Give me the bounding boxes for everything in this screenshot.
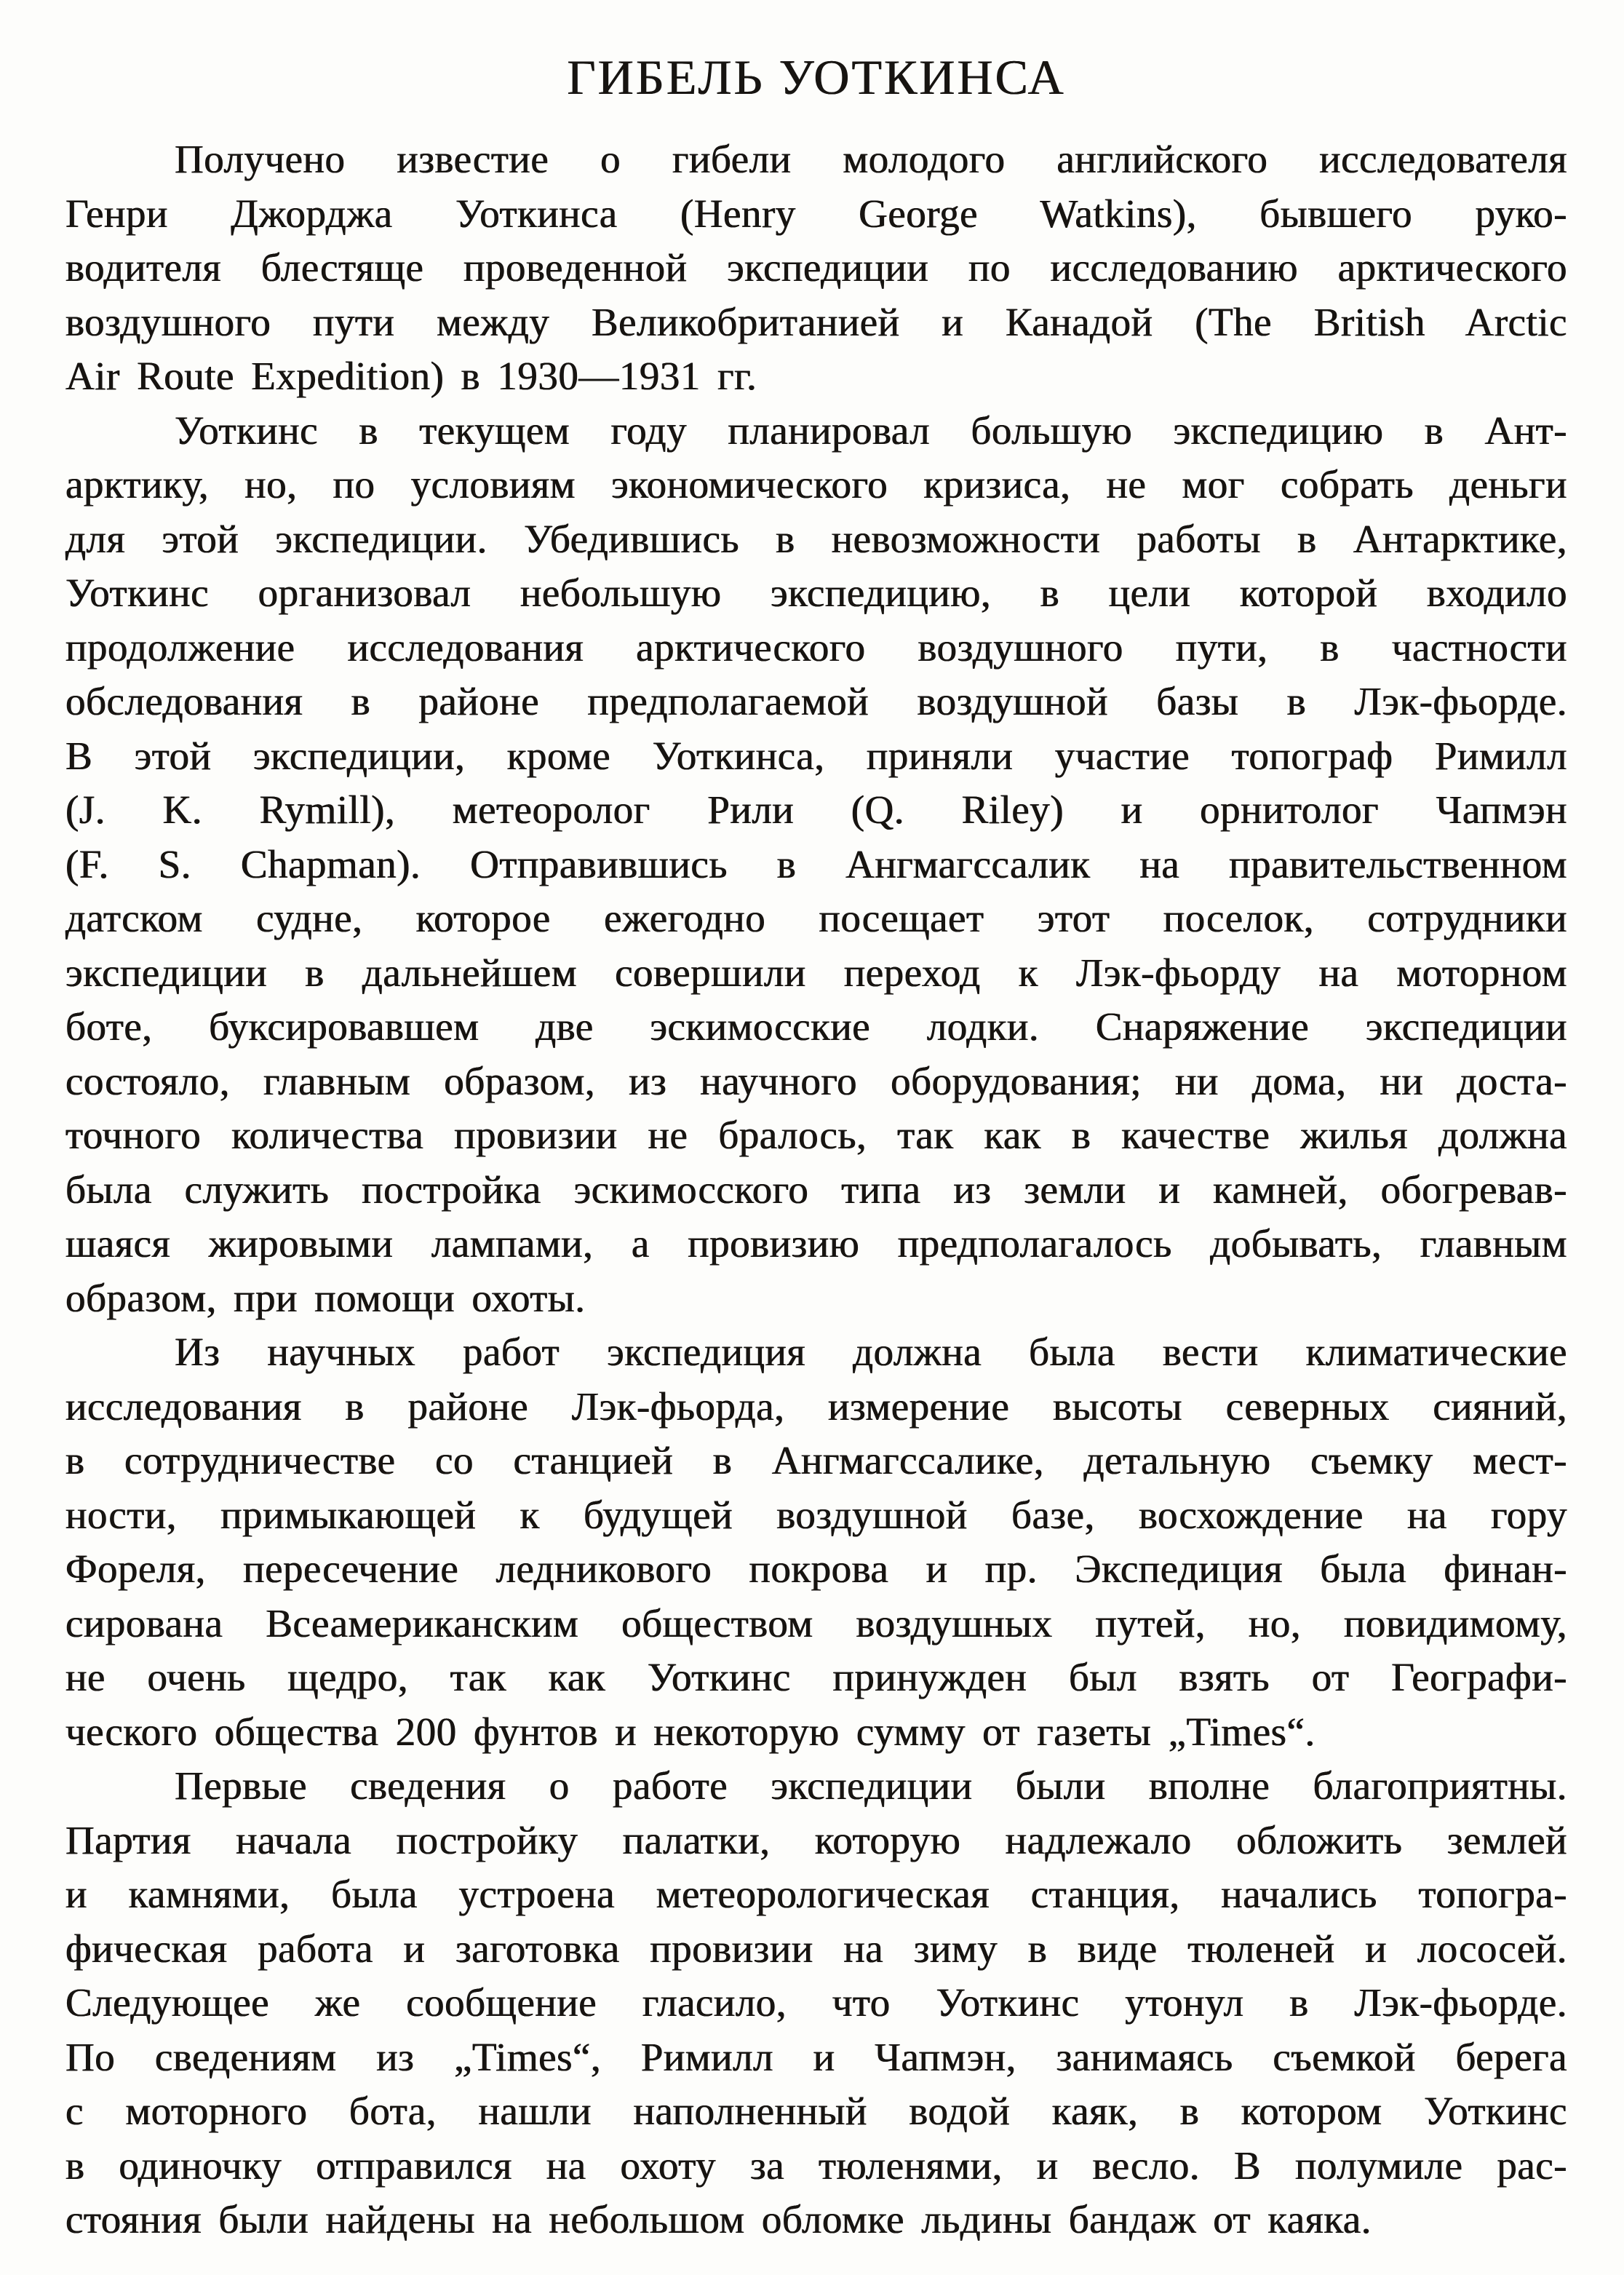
text-line: и камнями, была устроена метеорологическая станция, начались топогра- bbox=[65, 1872, 1567, 1916]
text-line: образом, при помощи охоты. bbox=[65, 1275, 586, 1320]
text-line: (J. K. Rymill), метеоролог Рили (Q. Riley) и орнитолог Чапмэн bbox=[65, 787, 1567, 832]
paragraph bbox=[65, 1759, 1567, 2247]
text-line: точного количества провизии не бралось, так как в качестве жилья должна bbox=[65, 1113, 1567, 1157]
paragraph bbox=[65, 132, 1567, 404]
page-title: ГИБЕЛЬ УОТКИНСА bbox=[567, 49, 1066, 105]
text-line: Первые сведения о работе экспедиции были вполне благоприятны. bbox=[175, 1763, 1567, 1808]
text-line: (F. S. Chapman). Отправившись в Ангмагссалик на правительственном bbox=[65, 841, 1567, 886]
text-line: экспедиции в дальнейшем совершили переход к Лэк-фьорду на моторном bbox=[65, 950, 1567, 995]
text-line: Партия начала постройку палатки, которую надлежало обложить землей bbox=[65, 1817, 1567, 1862]
text-line: в одиночку отправился на охоту за тюленями, и весло. В полумиле рас- bbox=[65, 2143, 1567, 2188]
text-line: Из научных работ экспедиция должна была вести климатические bbox=[175, 1330, 1567, 1374]
text-line: водителя блестяще проведенной экспедиции по исследованию арктического bbox=[65, 245, 1567, 290]
text-line: Air Route Expedition) в 1930—1931 гг. bbox=[65, 354, 757, 398]
text-line: стояния были найдены на небольшом обломке льдины бандаж от каяка. bbox=[65, 2197, 1372, 2242]
article-body bbox=[65, 132, 1567, 2247]
text-line: продолжение исследования арктического воздушного пути, в частности bbox=[65, 624, 1567, 670]
text-line: фическая работа и заготовка провизии на зиму в виде тюленей и лососей. bbox=[65, 1926, 1567, 1971]
text-line: шаяся жировыми лампами, а провизию предполагалось добывать, главным bbox=[65, 1221, 1567, 1266]
text-line: Фореля, пересечение ледникового покрова и пр. Экспедиция была финан- bbox=[65, 1547, 1567, 1591]
text-line: в сотрудничестве со станцией в Ангмагссалике, детальную съемку мест- bbox=[65, 1438, 1567, 1482]
text-line: с моторного бота, нашли наполненный водой каяк, в котором Уоткинс bbox=[65, 2089, 1567, 2133]
text-line: для этой экспедиции. Убедившись в невозможности работы в Антарктике, bbox=[65, 516, 1567, 561]
text-line: Уоткинс организовал небольшую экспедицию, в цели которой входило bbox=[65, 571, 1567, 615]
text-line: состояло, главным образом, из научного оборудования; ни дома, ни доста- bbox=[65, 1058, 1567, 1103]
text-line: датском судне, которое ежегодно посещает этот поселок, сотрудники bbox=[65, 896, 1567, 940]
text-line: Следующее же сообщение гласило, что Уоткинс утонул в Лэк-фьорде. bbox=[65, 1980, 1567, 2025]
text-line: боте, буксировавшем две эскимосские лодки. Снаряжение экспедиции bbox=[65, 1004, 1567, 1049]
text-line: Генри Джорджа Уоткинса (Henry George Watkins), бывшего руко- bbox=[65, 191, 1567, 236]
text-line: обследования в районе предполагаемой воздушной базы в Лэк-фьорде. bbox=[65, 679, 1567, 723]
paragraph bbox=[65, 404, 1567, 1326]
paragraph bbox=[65, 1325, 1567, 1759]
text-line: ности, примыкающей к будущей воздушной базе, восхождение на гору bbox=[65, 1492, 1567, 1537]
text-line: ческого общества 200 фунтов и некоторую сумму от газеты „Times“. bbox=[65, 1709, 1315, 1754]
text-line: арктику, но, по условиям экономического кризиса, не мог собрать деньги bbox=[65, 462, 1567, 507]
text-line: По сведениям из „Times“, Римилл и Чапмэн, занимаясь съемкой берега bbox=[65, 2034, 1567, 2079]
text-line: Получено известие о гибели молодого английского исследователя bbox=[175, 137, 1567, 181]
text-line: сирована Всеамериканским обществом воздушных путей, но, повидимому, bbox=[65, 1600, 1567, 1645]
text-line: Уоткинс в текущем году планировал большую экспедицию в Ант- bbox=[175, 408, 1567, 453]
text-line: воздушного пути между Великобританией и Канадой (The British Arctic bbox=[65, 299, 1567, 344]
text-line: исследования в районе Лэк-фьорда, измерение высоты северных сияний, bbox=[65, 1383, 1567, 1429]
text-line: не очень щедро, так как Уоткинс принужден был взять от Географи- bbox=[65, 1655, 1567, 1699]
text-line: была служить постройка эскимосского типа из земли и камней, обогревав- bbox=[65, 1167, 1567, 1212]
text-line: В этой экспедиции, кроме Уоткинса, приняли участие топограф Римилл bbox=[65, 733, 1567, 778]
